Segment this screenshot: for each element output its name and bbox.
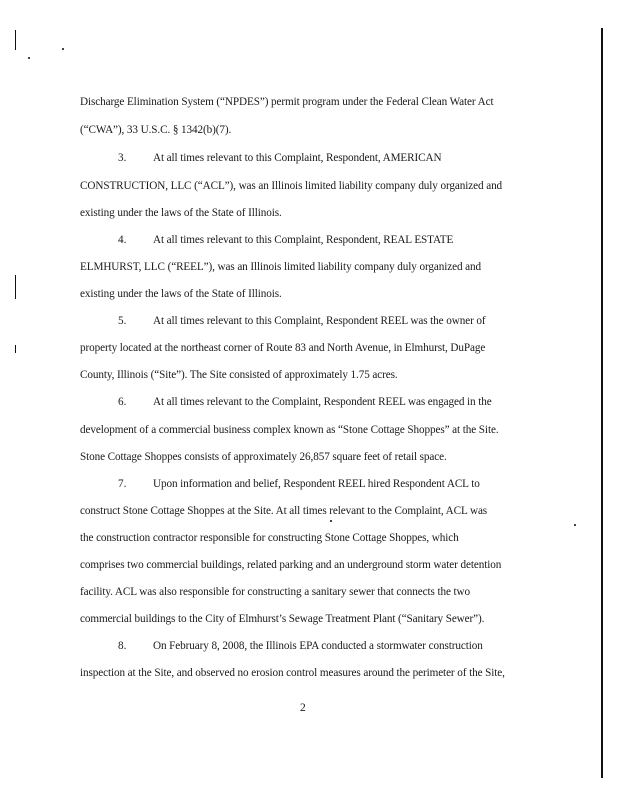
text-line: ELMHURST, LLC (“REEL”), was an Illinois limited liability company duly organized and [80, 261, 482, 273]
text-line: construct Stone Cottage Shoppes at the Site. At all times relevant to the Complaint, ACL was [80, 505, 488, 517]
scan-speck [574, 524, 576, 526]
paragraph-number: 6. [118, 396, 127, 408]
text-line: development of a commercial business complex known as “Stone Cottage Shoppes” at the Site. [80, 424, 499, 436]
text-line: facility. ACL was also responsible for constructing a sanitary sewer that connects the two [80, 586, 471, 598]
text-line: property located at the northeast corner of Route 83 and North Avenue, in Elmhurst, DuPage [80, 342, 486, 354]
text-line: CONSTRUCTION, LLC (“ACL”), was an Illinois limited liability company duly organized and [80, 180, 503, 192]
text-line: the construction contractor responsible for constructing Stone Cottage Shoppes, which [80, 532, 459, 544]
paragraph-number: 4. [118, 234, 127, 246]
paragraph-number: 5. [118, 315, 127, 327]
scan-speck [28, 57, 30, 59]
text-line: Stone Cottage Shoppes consists of approximately 26,857 square feet of retail space. [80, 451, 447, 463]
paragraph-first-line: At all times relevant to this Complaint, Respondent REEL was the owner of [153, 315, 486, 327]
text-line: inspection at the Site, and observed no erosion control measures around the perimeter of the Site, [80, 667, 505, 679]
scan-edge-left [15, 30, 16, 50]
text-line: commercial buildings to the City of Elmhurst’s Sewage Treatment Plant (“Sanitary Sewer”). [80, 613, 485, 625]
paragraph-number: 8. [118, 640, 127, 652]
text-line: existing under the laws of the State of Illinois. [80, 288, 282, 300]
text-line: Discharge Elimination System (“NPDES”) permit program under the Federal Clean Water Act [80, 96, 494, 108]
scan-speck [330, 520, 332, 522]
paragraph-number: 7. [118, 478, 127, 490]
text-line: County, Illinois (“Site”). The Site consisted of approximately 1.75 acres. [80, 369, 398, 381]
text-line: existing under the laws of the State of Illinois. [80, 207, 282, 219]
text-line: (“CWA”), 33 U.S.C. § 1342(b)(7). [80, 124, 232, 136]
paragraph-first-line: At all times relevant to the Complaint, Respondent REEL was engaged in the [153, 396, 492, 408]
paragraph-first-line: Upon information and belief, Respondent REEL hired Respondent ACL to [153, 478, 480, 490]
paragraph-number: 3. [118, 152, 127, 164]
paragraph-first-line: At all times relevant to this Complaint, Respondent, AMERICAN [153, 152, 442, 164]
scan-edge-right [601, 28, 603, 778]
paragraph-first-line: On February 8, 2008, the Illinois EPA conducted a stormwater construction [153, 640, 483, 652]
scan-edge-left [15, 275, 16, 299]
scan-edge-left [15, 345, 16, 353]
paragraph-first-line: At all times relevant to this Complaint, Respondent, REAL ESTATE [153, 234, 454, 246]
page-number: 2 [300, 702, 306, 714]
scan-speck [62, 48, 64, 50]
text-line: comprises two commercial buildings, related parking and an underground storm water detention [80, 559, 502, 571]
